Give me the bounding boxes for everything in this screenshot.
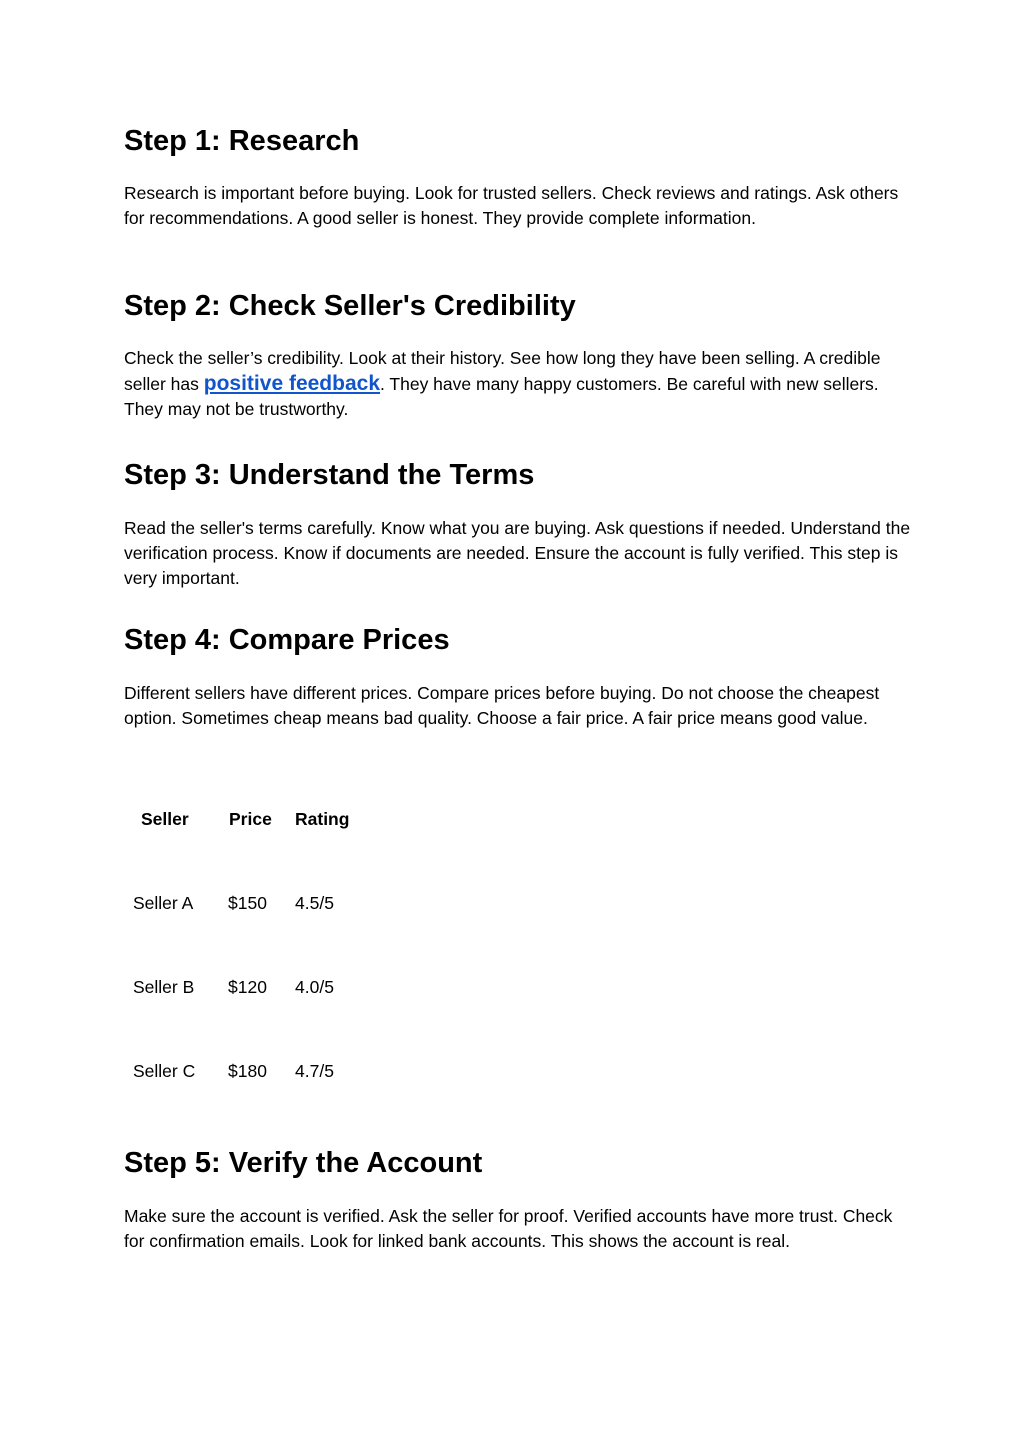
section-heading: Step 2: Check Seller's Credibility	[124, 290, 576, 322]
section-paragraph: Different sellers have different prices. Compare prices before buying. Do not choose the cheapest option. Sometimes cheap means bad quality. Choose a fair price. A fair price means good value.	[124, 683, 880, 728]
section-heading: Step 3: Understand the Terms	[124, 459, 535, 491]
table-cell: 4.5/5	[295, 892, 334, 913]
section-paragraph: Research is important before buying. Look for trusted sellers. Check reviews and ratings. Ask others for recommendations. A good seller is honest. They provide complete information.	[124, 183, 899, 228]
section-heading: Step 1: Research	[124, 125, 360, 157]
section-heading: Step 4: Compare Prices	[124, 624, 450, 656]
table-cell: 4.7/5	[295, 1060, 334, 1081]
table-cell: Seller B	[133, 976, 195, 997]
table-cell: 4.0/5	[295, 976, 334, 997]
section-heading: Step 5: Verify the Account	[124, 1147, 483, 1179]
table-row	[124, 945, 375, 1029]
table-header-row	[124, 777, 375, 861]
section-paragraph: Make sure the account is verified. Ask the seller for proof. Verified accounts have more trust. Check for confirmation emails. Look for linked bank accounts. This shows the account is real.	[124, 1206, 893, 1251]
table-row	[124, 861, 375, 945]
table-cell: Seller A	[133, 892, 194, 913]
price-comparison-table	[124, 777, 375, 1113]
table-header-cell: Price	[229, 808, 272, 829]
table-row	[124, 1029, 375, 1113]
positive-feedback-link[interactable]: positive feedback	[203, 372, 380, 395]
table-header-cell: Rating	[295, 808, 350, 829]
table-cell: $120	[228, 976, 267, 997]
table-cell: Seller C	[133, 1060, 196, 1081]
section-paragraph	[124, 346, 914, 422]
table-cell: $180	[228, 1060, 267, 1081]
paragraph-text: Check the seller’s credibility. Look at their history. See how long they have been selling. A credible seller has	[124, 348, 881, 394]
section-paragraph: Read the seller's terms carefully. Know what you are buying. Ask questions if needed. Understand the verification process. Know if documents are needed. Ensure the account is fully verified. This step is very important.	[124, 518, 911, 588]
table-cell: $150	[228, 892, 267, 913]
table-header-cell: Seller	[141, 808, 189, 829]
paragraph-text: . They have many happy customers. Be careful with new sellers. They may not be trustworthy.	[124, 374, 879, 419]
